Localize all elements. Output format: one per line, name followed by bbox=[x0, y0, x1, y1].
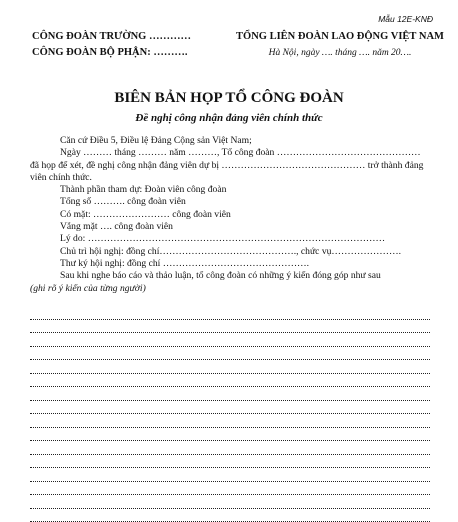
discussion-note: (ghi rõ ý kiến của từng người) bbox=[30, 283, 430, 295]
blank-dotted-line bbox=[30, 428, 430, 442]
blank-dotted-line bbox=[30, 374, 430, 388]
blank-dotted-line bbox=[30, 333, 430, 347]
secretary-line: Thư ký hội nghị: đồng chí ………………………………………. bbox=[30, 258, 430, 270]
blank-dotted-line bbox=[30, 387, 430, 401]
blank-dotted-line bbox=[30, 401, 430, 415]
blank-dotted-line bbox=[30, 414, 430, 428]
discussion-line: Sau khi nghe báo cáo và thảo luận, tổ công đoàn có những ý kiến đóng góp như sau bbox=[30, 270, 430, 282]
blank-dotted-line bbox=[30, 468, 430, 482]
blank-dotted-line bbox=[30, 320, 430, 334]
document-subtitle: Đề nghị công nhận đảng viên chính thức bbox=[0, 112, 458, 124]
chair-line: Chủ trì hội nghị: đồng chí……………………………………., chức vụ…………………. bbox=[30, 246, 430, 258]
blank-dotted-line bbox=[30, 495, 430, 509]
meeting-paragraph: Ngày ……… tháng ……… năm ………, Tổ công đoàn ……………………………………… đã họp để xét, đề nghị công nhận đảng viên dự bị ……………………………………… trở thành đảng viên chính thức. bbox=[30, 147, 430, 184]
blank-dotted-line bbox=[30, 347, 430, 361]
form-code: Mẫu 12E-KNĐ bbox=[378, 14, 433, 24]
blank-lines-area bbox=[30, 306, 430, 522]
total-members-line: Tổng số ………. công đoàn viên bbox=[30, 196, 430, 208]
blank-dotted-line bbox=[30, 482, 430, 496]
blank-dotted-line bbox=[30, 455, 430, 469]
union-department-line: CÔNG ĐOÀN BỘ PHẬN: ………. bbox=[32, 45, 191, 61]
participants-line: Thành phần tham dự: Đoàn viên công đoàn bbox=[30, 184, 430, 196]
reason-line: Lý do: ………………………………………………………………………………… bbox=[30, 233, 430, 245]
document-title: BIÊN BẢN HỌP TỔ CÔNG ĐOÀN bbox=[0, 90, 458, 107]
document-body bbox=[30, 135, 430, 295]
blank-dotted-line bbox=[30, 360, 430, 374]
federation-name: TỔNG LIÊN ĐOÀN LAO ĐỘNG VIỆT NAM bbox=[230, 29, 450, 45]
header-right bbox=[230, 29, 450, 61]
header-left bbox=[32, 29, 191, 61]
blank-dotted-line bbox=[30, 306, 430, 320]
absent-members-line: Vắng mặt …. công đoàn viên bbox=[30, 221, 430, 233]
present-members-line: Có mặt: …………………… công đoàn viên bbox=[30, 209, 430, 221]
blank-dotted-line bbox=[30, 441, 430, 455]
blank-dotted-line bbox=[30, 509, 430, 522]
place-date-line: Hà Nội, ngày …. tháng …. năm 20…. bbox=[230, 45, 450, 61]
basis-paragraph: Căn cứ Điều 5, Điều lệ Đảng Cộng sản Việt Nam; bbox=[30, 135, 430, 147]
union-school-line: CÔNG ĐOÀN TRƯỜNG ………… bbox=[32, 29, 191, 45]
